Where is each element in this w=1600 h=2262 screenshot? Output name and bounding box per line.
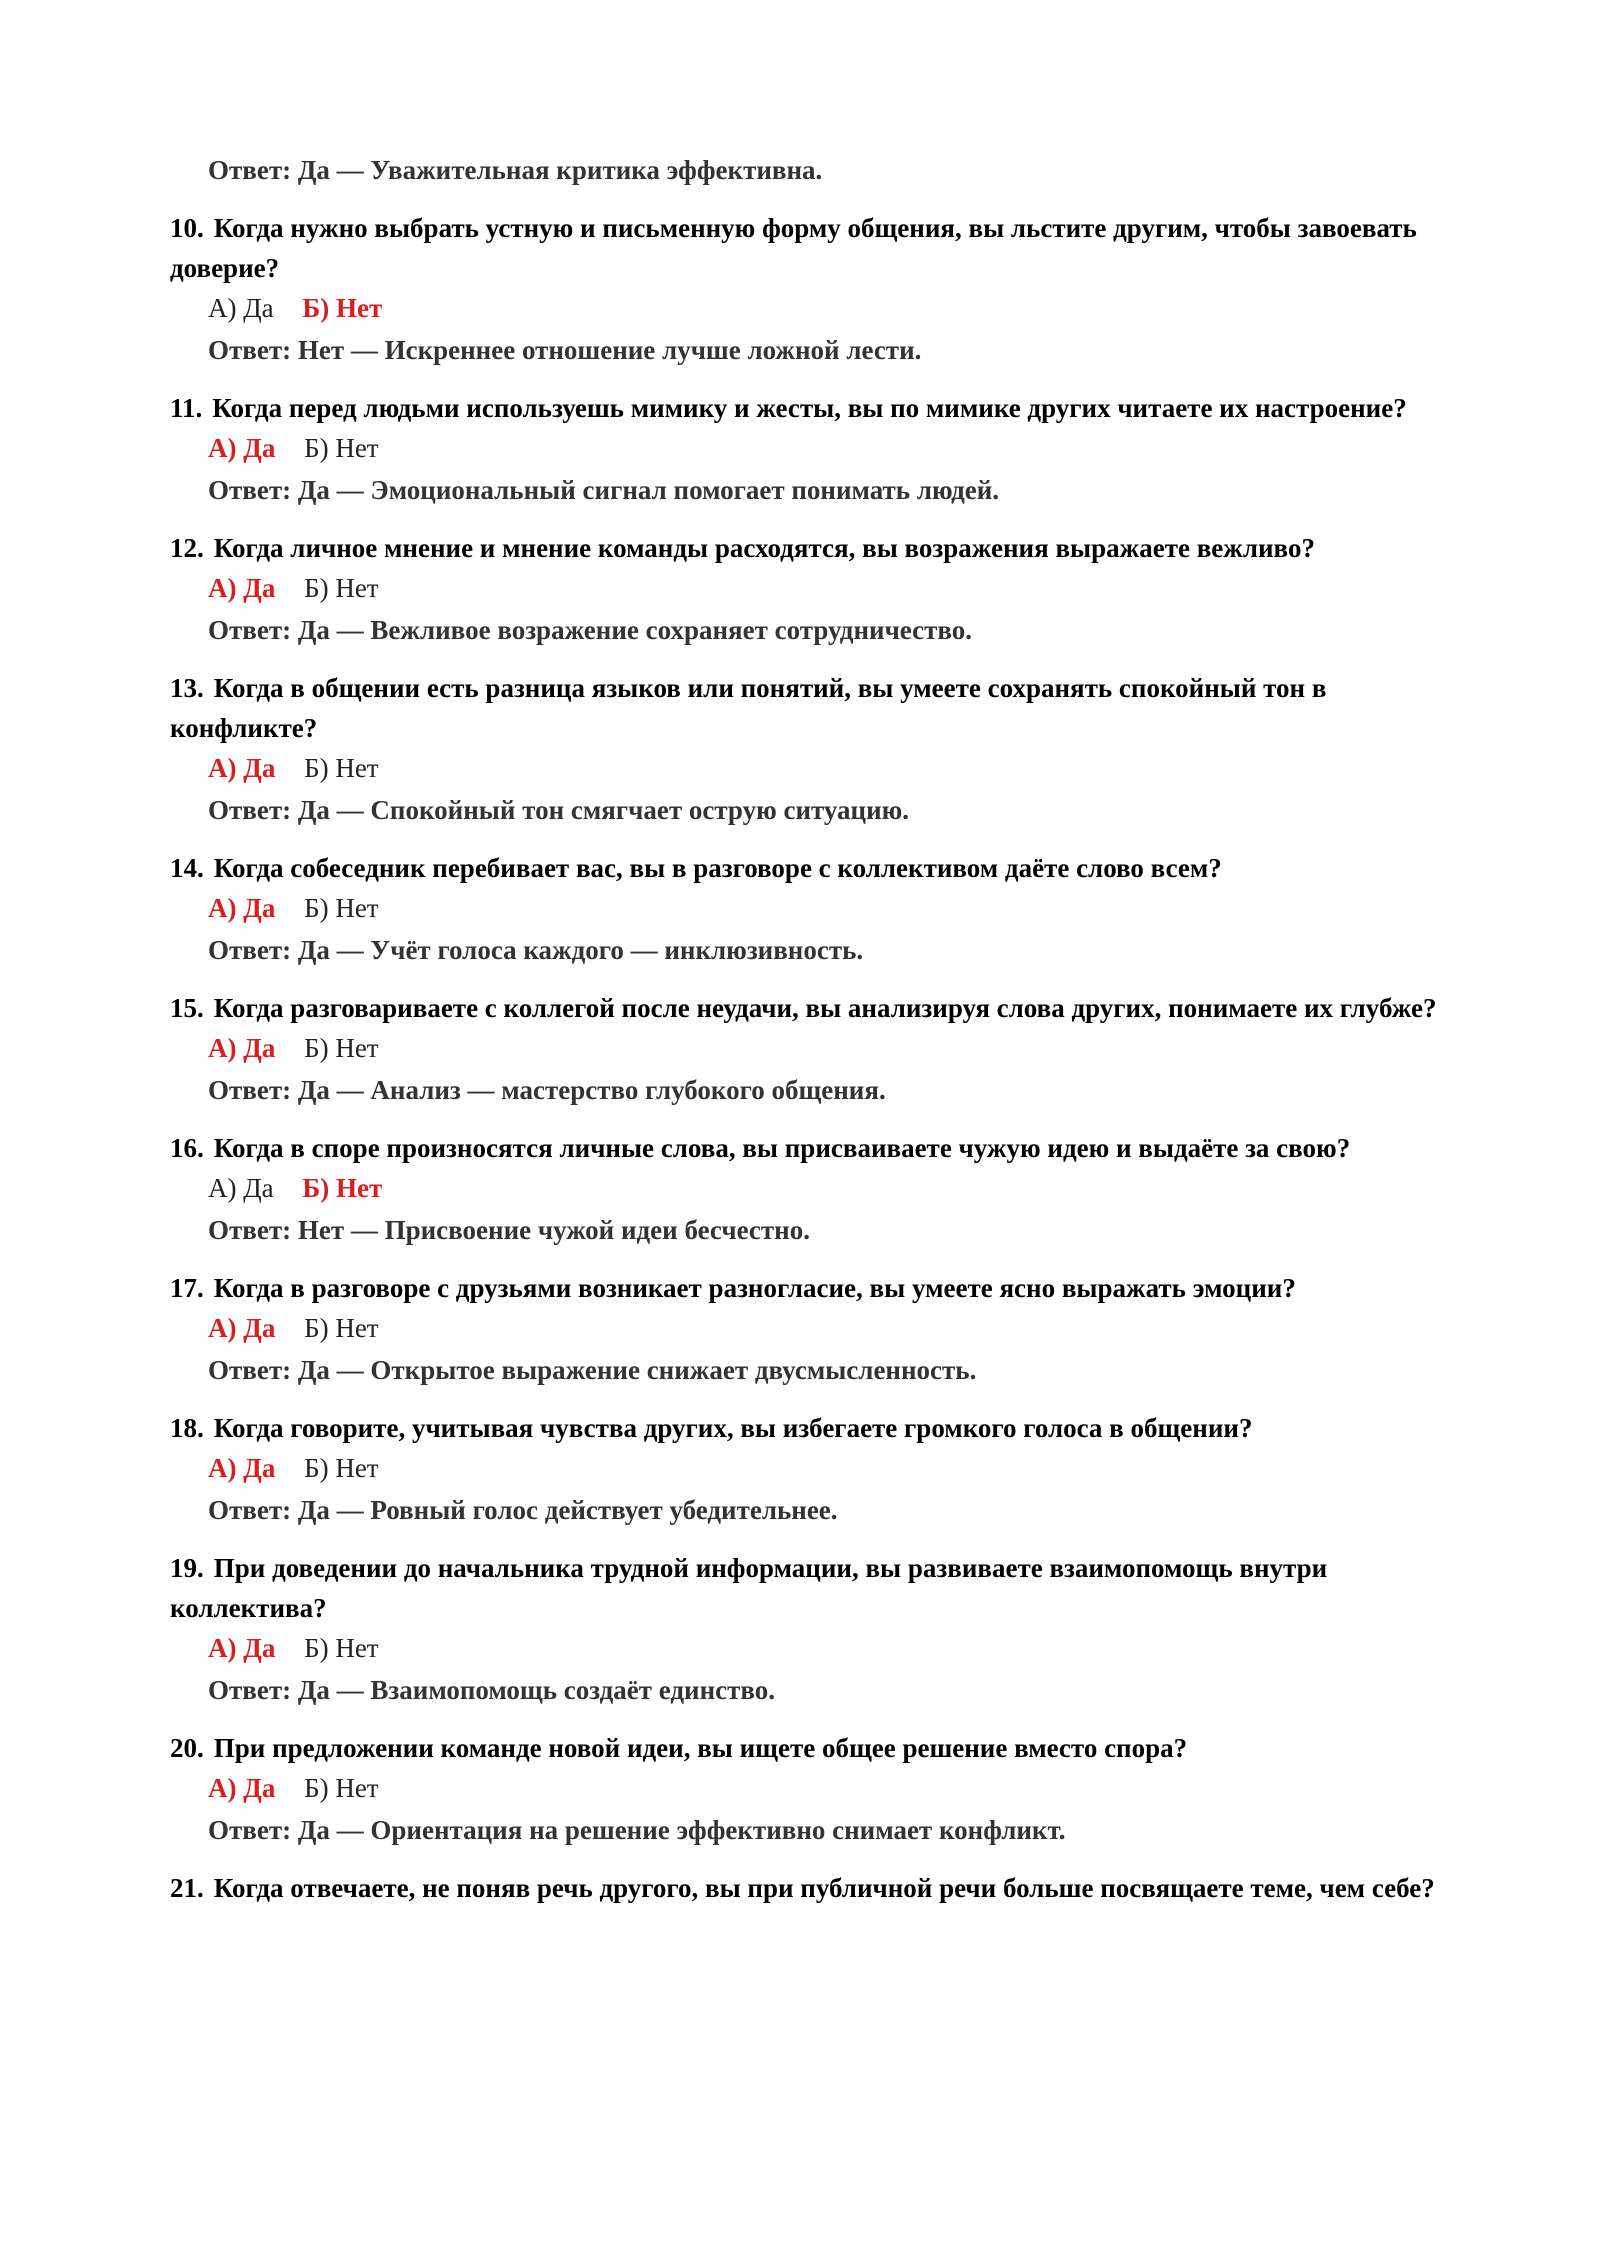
question-block-15	[170, 988, 1450, 1112]
option-a: А) Да	[208, 1173, 274, 1203]
question-text: Когда перед людьми используешь мимику и жесты, вы по мимике других читаете их настроение?	[212, 393, 1407, 423]
option-b: Б) Нет	[304, 1773, 379, 1803]
answer-19: Ответ: Да — Взаимопомощь создаёт единство.	[208, 1675, 776, 1705]
question-block-20	[170, 1728, 1450, 1852]
answer-9: Ответ: Да — Уважительная критика эффективна.	[208, 155, 823, 185]
options-19	[170, 1628, 1450, 1670]
question-block-17	[170, 1268, 1450, 1392]
question-21	[170, 1868, 1460, 1908]
answer-14: Ответ: Да — Учёт голоса каждого — инклюзивность.	[208, 935, 864, 965]
option-b: Б) Нет	[304, 573, 379, 603]
question-text: Когда нужно выбрать устную и письменную форму общения, вы льстите другим, чтобы завоевать доверие?	[170, 213, 1417, 283]
question-number: 20.	[170, 1733, 204, 1763]
answer-15: Ответ: Да — Анализ — мастерство глубокого общения.	[208, 1075, 886, 1105]
option-a-correct: А) Да	[208, 573, 276, 603]
question-number: 16.	[170, 1133, 204, 1163]
question-text: Когда в общении есть разница языков или понятий, вы умеете сохранять спокойный тон в конфликте?	[170, 673, 1327, 743]
question-20	[170, 1728, 1460, 1768]
question-block-13	[170, 668, 1450, 832]
question-number: 10.	[170, 213, 204, 243]
answer-10: Ответ: Нет — Искреннее отношение лучше ложной лести.	[208, 335, 922, 365]
options-16	[170, 1168, 1450, 1210]
question-number: 15.	[170, 993, 204, 1023]
question-text: При предложении команде новой идеи, вы ищете общее решение вместо спора?	[213, 1733, 1188, 1763]
option-b: Б) Нет	[304, 1033, 379, 1063]
question-17	[170, 1268, 1460, 1308]
question-text: Когда личное мнение и мнение команды расходятся, вы возражения выражаете вежливо?	[213, 533, 1315, 563]
question-text: Когда собеседник перебивает вас, вы в разговоре с коллективом даёте слово всем?	[213, 853, 1222, 883]
option-b-correct: Б) Нет	[302, 1173, 383, 1203]
question-number: 12.	[170, 533, 204, 563]
question-number: 11.	[170, 393, 203, 423]
options-14	[170, 888, 1450, 930]
options-18	[170, 1448, 1450, 1490]
option-b: Б) Нет	[304, 1313, 379, 1343]
answer-18: Ответ: Да — Ровный голос действует убедительнее.	[208, 1495, 838, 1525]
option-b: Б) Нет	[304, 1453, 379, 1483]
question-13	[170, 668, 1460, 748]
question-number: 18.	[170, 1413, 204, 1443]
option-b: Б) Нет	[304, 433, 379, 463]
question-block-16	[170, 1128, 1450, 1252]
option-a-correct: А) Да	[208, 1033, 276, 1063]
options-12	[170, 568, 1450, 610]
option-a-correct: А) Да	[208, 1773, 276, 1803]
question-block-11	[170, 388, 1450, 512]
question-number: 19.	[170, 1553, 204, 1583]
question-19	[170, 1548, 1460, 1628]
question-block-12	[170, 528, 1450, 652]
question-18	[170, 1408, 1460, 1448]
option-a-correct: А) Да	[208, 893, 276, 923]
question-14	[170, 848, 1460, 888]
answer-17: Ответ: Да — Открытое выражение снижает двусмысленность.	[208, 1355, 977, 1385]
answer-11: Ответ: Да — Эмоциональный сигнал помогает понимать людей.	[208, 475, 1000, 505]
question-text: Когда отвечаете, не поняв речь другого, вы при публичной речи больше посвящаете теме, чем себе?	[213, 1873, 1435, 1903]
question-text: При доведении до начальника трудной информации, вы развиваете взаимопомощь внутри коллектива?	[170, 1553, 1328, 1623]
option-b: Б) Нет	[304, 1633, 379, 1663]
question-15	[170, 988, 1460, 1028]
question-11	[170, 388, 1460, 428]
question-number: 21.	[170, 1873, 204, 1903]
option-b: Б) Нет	[304, 893, 379, 923]
options-20	[170, 1768, 1450, 1810]
answer-20: Ответ: Да — Ориентация на решение эффективно снимает конфликт.	[208, 1815, 1066, 1845]
question-text: Когда в споре произносятся личные слова, вы присваиваете чужую идею и выдаёте за свою?	[213, 1133, 1351, 1163]
options-15	[170, 1028, 1450, 1070]
question-16	[170, 1128, 1460, 1168]
options-11	[170, 428, 1450, 470]
question-10	[170, 208, 1460, 288]
question-block-19	[170, 1548, 1450, 1712]
question-12	[170, 528, 1460, 568]
question-block-10	[170, 208, 1450, 372]
question-text: Когда разговариваете с коллегой после неудачи, вы анализируя слова других, понимаете их глубже?	[213, 993, 1437, 1023]
option-a: А) Да	[208, 293, 274, 323]
answer-13: Ответ: Да — Спокойный тон смягчает острую ситуацию.	[208, 795, 910, 825]
options-10	[170, 288, 1450, 330]
question-text: Когда говорите, учитывая чувства других, вы избегаете громкого голоса в общении?	[213, 1413, 1253, 1443]
question-number: 14.	[170, 853, 204, 883]
option-a-correct: А) Да	[208, 1633, 276, 1663]
question-block-18	[170, 1408, 1450, 1532]
question-text: Когда в разговоре с друзьями возникает разногласие, вы умеете ясно выражать эмоции?	[213, 1273, 1296, 1303]
option-a-correct: А) Да	[208, 753, 276, 783]
option-a-correct: А) Да	[208, 433, 276, 463]
options-13	[170, 748, 1450, 790]
question-number: 13.	[170, 673, 204, 703]
option-b: Б) Нет	[304, 753, 379, 783]
answer-16: Ответ: Нет — Присвоение чужой идеи бесчестно.	[208, 1215, 810, 1245]
option-a-correct: А) Да	[208, 1313, 276, 1343]
options-17	[170, 1308, 1450, 1350]
question-block-21	[170, 1868, 1450, 1908]
question-block-14	[170, 848, 1450, 972]
option-a-correct: А) Да	[208, 1453, 276, 1483]
answer-12: Ответ: Да — Вежливое возражение сохраняет сотрудничество.	[208, 615, 973, 645]
question-number: 17.	[170, 1273, 204, 1303]
option-b-correct: Б) Нет	[302, 293, 383, 323]
